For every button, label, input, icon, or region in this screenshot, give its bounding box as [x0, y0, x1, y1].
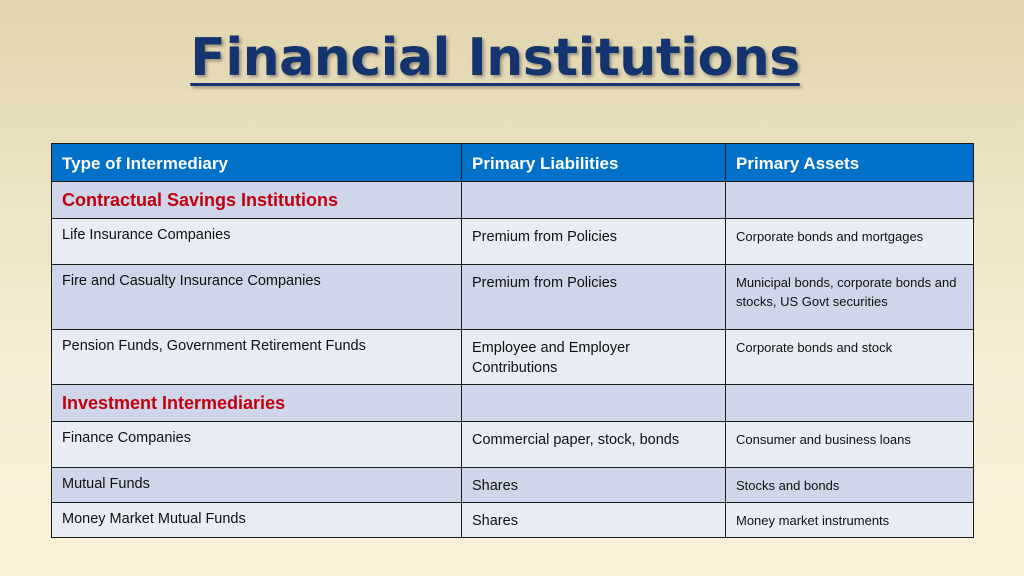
table-row: [52, 422, 974, 468]
assets-cell: Corporate bonds and stock: [726, 330, 974, 385]
intermediary-cell: Pension Funds, Government Retirement Funds: [52, 330, 462, 385]
section-label: Investment Intermediaries: [52, 385, 462, 422]
assets-cell: Consumer and business loans: [726, 422, 974, 468]
table-row: [52, 265, 974, 330]
section-row-investment-intermediaries: [52, 385, 974, 422]
table-row: [52, 330, 974, 385]
assets-cell: Money market instruments: [726, 503, 974, 538]
table-cell: [726, 182, 974, 219]
table-cell: [462, 385, 726, 422]
intermediary-cell: Finance Companies: [52, 422, 462, 468]
assets-cell: Corporate bonds and mortgages: [726, 219, 974, 265]
liabilities-cell: Commercial paper, stock, bonds: [462, 422, 726, 468]
table-cell: [462, 182, 726, 219]
table-row: [52, 219, 974, 265]
intermediary-cell: Life Insurance Companies: [52, 219, 462, 265]
table-row: [52, 468, 974, 503]
liabilities-cell: Employee and Employer Contributions: [462, 330, 726, 385]
table-header-row: [52, 144, 974, 182]
liabilities-cell: Premium from Policies: [462, 265, 726, 330]
header-primary-assets: Primary Assets: [726, 144, 974, 182]
section-row-contractual-savings: [52, 182, 974, 219]
intermediary-cell: Fire and Casualty Insurance Companies: [52, 265, 462, 330]
header-primary-liabilities: Primary Liabilities: [462, 144, 726, 182]
liabilities-cell: Premium from Policies: [462, 219, 726, 265]
header-type-of-intermediary: Type of Intermediary: [52, 144, 462, 182]
liabilities-cell: Shares: [462, 468, 726, 503]
institutions-table: [51, 143, 974, 538]
intermediary-cell: Money Market Mutual Funds: [52, 503, 462, 538]
intermediary-cell: Mutual Funds: [52, 468, 462, 503]
section-label: Contractual Savings Institutions: [52, 182, 462, 219]
assets-cell: Stocks and bonds: [726, 468, 974, 503]
liabilities-cell: Shares: [462, 503, 726, 538]
assets-cell: Municipal bonds, corporate bonds and stocks, US Govt securities: [726, 265, 974, 330]
table-cell: [726, 385, 974, 422]
slide-title: Financial Institutions: [190, 28, 800, 88]
table-row: [52, 503, 974, 538]
